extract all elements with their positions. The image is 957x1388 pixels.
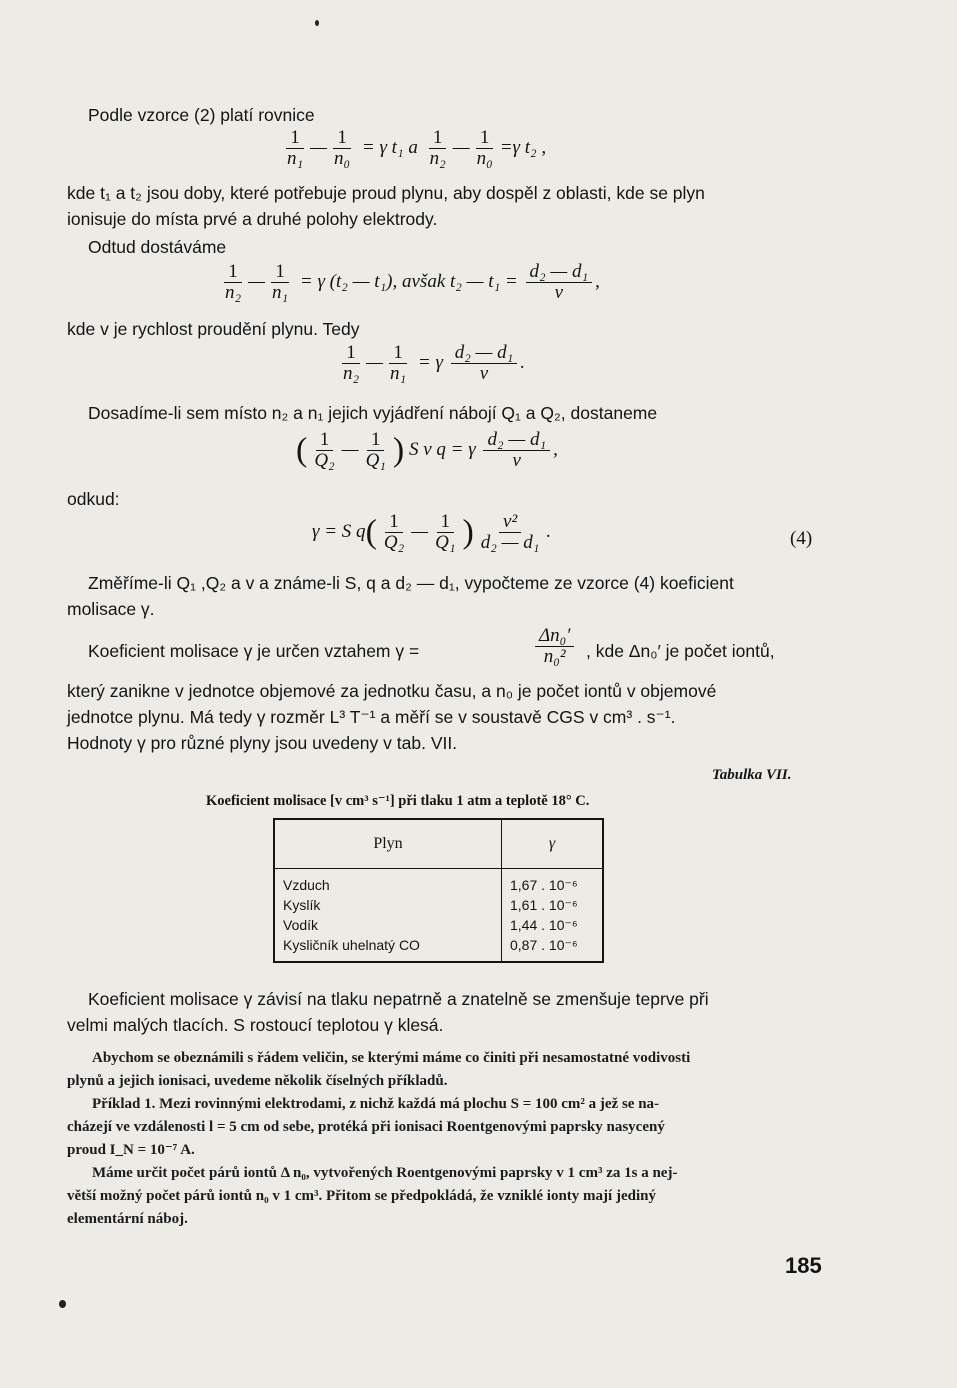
equation-text: =γ t₂ , <box>499 136 547 158</box>
denominator: n₂ <box>343 363 360 384</box>
table-header-gas: Plyn <box>274 819 502 869</box>
denominator: Q₂ <box>314 450 335 471</box>
text-line: Abychom se obeznámili s řádem veličin, se kterými máme co činiti při nesamostatné vodivosti <box>92 1050 691 1066</box>
equation-5: γ = S q( $\frac{1}{\text{Q₂}}$ — $\frac{1}{\text{Q₁}}$ ) $\frac{\text{v²}}{\text{d₂ — d₁}}$ . <box>312 511 552 553</box>
value-cell: 0,87 . 10⁻⁶ <box>510 936 578 953</box>
ink-spot <box>59 1300 66 1308</box>
table-header-gamma: γ <box>502 819 604 869</box>
text-line: který zanikne v jednotce objemové za jednotku času, a n₀ je počet iontů v objemové <box>67 681 717 701</box>
fraction <box>526 262 593 303</box>
fraction <box>380 512 408 553</box>
gas-cell: Kyslík <box>274 895 502 915</box>
text-line: větší možný počet párů iontů n₀ v 1 cm³. Přitom se předpokládá, že vzniklé ionty mají jediný <box>67 1188 656 1204</box>
numerator: 1 <box>385 512 403 533</box>
text-line: Máme určit počet párů iontů Δ n₀, vytvořených Roentgenovými paprsky v 1 cm³ za 1s a nej- <box>92 1165 678 1181</box>
equation-6 <box>532 626 577 667</box>
fraction <box>535 626 574 667</box>
fraction <box>268 262 292 303</box>
equation-1: $\frac{1}{\text{n₁}}$ — $\frac{1}{\text{n₀}}$ = γ t₁ a $\frac{1}{\text{n₂}}$ — $\frac{1}{\text{n₀}}$ =γ t₂ , <box>280 128 546 169</box>
text-line: Dosadíme-li sem místo n₂ a n₁ jejich vyjádření nábojí Q₁ a Q₂, dostaneme <box>88 403 658 423</box>
gas-cell: Vzduch <box>274 869 502 896</box>
table-row <box>274 935 603 962</box>
text-line: proud I_N = 10⁻⁷ A. <box>67 1142 195 1158</box>
denominator: v <box>479 363 489 384</box>
fraction <box>473 128 497 169</box>
text-line: Odtud dostáváme <box>88 237 227 257</box>
numerator: v² <box>499 512 521 533</box>
equation-number: (4) <box>790 528 813 549</box>
table-label: Tabulka VII. <box>712 767 792 783</box>
equation-text: . <box>520 351 526 373</box>
denominator: n₀² <box>543 646 566 667</box>
numerator: d₂ — d₁ <box>526 262 593 283</box>
text-line: Podle vzorce (2) platí rovnice <box>88 105 315 125</box>
gas-cell: Vodík <box>274 915 502 935</box>
equation-text: , <box>595 270 600 292</box>
equation-2: $\frac{1}{\text{n₂}}$ — $\frac{1}{\text{n₁}}$ = γ (t₂ — t₁), avšak t₂ — t₁ = $\frac{\text{d₂ — d₁}}{v}$ , <box>218 262 600 303</box>
gas-cell: Kysličník uhelnatý CO <box>274 935 502 962</box>
denominator: n₂ <box>429 148 446 169</box>
denominator: Q₁ <box>435 532 456 553</box>
table-row <box>274 915 603 935</box>
fraction <box>221 262 245 303</box>
denominator: n₀ <box>334 148 351 169</box>
text-line: Koeficient molisace γ je určen vztahem γ = <box>88 641 420 661</box>
denominator: n₁ <box>390 363 407 384</box>
text-line: velmi malých tlacích. S rostoucí teplotou γ klesá. <box>67 1015 444 1035</box>
equation-text: , <box>553 438 558 460</box>
text-line: kde t₁ a t₂ jsou doby, které potřebuje proud plynu, aby dospěl z oblasti, kde se plyn <box>67 183 705 203</box>
text-line: molisace γ. <box>67 599 155 619</box>
value-cell: 1,67 . 10⁻⁶ <box>510 876 578 893</box>
numerator: 1 <box>389 343 407 364</box>
numerator: d₂ — d₁ <box>483 430 550 451</box>
text-line: Hodnoty γ pro různé plyny jsou uvedeny v tab. VII. <box>67 733 458 753</box>
denominator: Q₂ <box>383 532 405 553</box>
fraction <box>483 430 550 471</box>
fraction <box>386 343 410 384</box>
fraction <box>477 512 544 553</box>
equation-text: . <box>546 520 552 542</box>
equation-text: S v q = γ <box>408 438 476 460</box>
value-cell: 1,44 . 10⁻⁶ <box>510 916 578 933</box>
fraction <box>426 128 450 169</box>
equation-text: = γ <box>417 351 443 373</box>
equation-text: γ = S q <box>312 520 366 542</box>
table-vii <box>273 818 604 963</box>
numerator: 1 <box>286 128 304 149</box>
text-line: kde v je rychlost proudění plynu. Tedy <box>67 319 360 339</box>
denominator: n₁ <box>287 148 304 169</box>
numerator: 1 <box>224 262 242 283</box>
numerator: 1 <box>367 430 385 451</box>
text-line: Koeficient molisace γ závisí na tlaku nepatrně a znatelně se zmenšuje teprve při <box>88 989 709 1009</box>
text-line: jednotce plynu. Má tedy γ rozměr L³ T⁻¹ a měří se v soustavě CGS v cm³ . s⁻¹. <box>67 707 676 727</box>
text-line: plynů a jejich ionisaci, uvedeme několik číselných příkladů. <box>67 1073 448 1089</box>
page-number: 185 <box>785 1253 822 1278</box>
text-line: , kde Δn₀′ je počet iontů, <box>586 641 775 661</box>
fraction <box>362 430 390 471</box>
text-line: odkud: <box>67 489 120 509</box>
equation-text: = γ (t₂ — t₁), avšak t₂ — t₁ = <box>299 270 518 292</box>
value-cell: 1,61 . 10⁻⁶ <box>510 896 578 913</box>
numerator: 1 <box>316 430 334 451</box>
numerator: 1 <box>271 262 289 283</box>
numerator: 1 <box>476 128 494 149</box>
equation-4: ( $\frac{1}{\text{Q₂}}$ — $\frac{1}{\text{Q₁}}$ ) S v q = γ $\frac{\text{d₂ — d₁}}{v}$ , <box>296 429 558 471</box>
denominator: d₂ — d₁ <box>480 532 540 553</box>
text-line: Změříme-li Q₁ ,Q₂ a v a známe-li S, q a d₂ — d₁, vypočteme ze vzorce (4) koeficient <box>88 573 734 593</box>
numerator: 1 <box>342 343 360 364</box>
table-caption: Koeficient molisace [v cm³ s⁻¹] při tlaku 1 atm a teplotě 18° C. <box>206 793 590 809</box>
denominator: n₂ <box>225 282 242 303</box>
denominator: n₀ <box>476 148 493 169</box>
denominator: Q₁ <box>365 450 386 471</box>
fraction <box>330 128 354 169</box>
ink-spot <box>315 20 319 26</box>
fraction <box>451 343 518 384</box>
numerator: Δn₀′ <box>535 626 574 647</box>
equation-3: $\frac{1}{\text{n₂}}$ — $\frac{1}{\text{n₁}}$ = γ $\frac{\text{d₂ — d₁}}{v}$ . <box>336 343 525 384</box>
table-row <box>274 869 603 896</box>
denominator: n₁ <box>272 282 289 303</box>
fraction <box>339 343 363 384</box>
numerator: 1 <box>333 128 351 149</box>
denominator: v <box>554 282 564 303</box>
text-line: cházejí ve vzdálenosti l = 5 cm od sebe, protéká při ionisaci Roentgenovými paprsky nasycený <box>67 1119 665 1135</box>
text-line: ionisuje do místa prvé a druhé polohy elektrody. <box>67 209 438 229</box>
fraction <box>431 512 459 553</box>
text-line: elementární náboj. <box>67 1211 188 1227</box>
numerator: d₂ — d₁ <box>451 343 518 364</box>
fraction <box>310 430 338 471</box>
text-line: Příklad 1. Mezi rovinnými elektrodami, z nichž každá má plochu S = 100 cm² a jež se na- <box>92 1096 660 1112</box>
equation-text: = γ t₁ a <box>361 136 418 158</box>
numerator: 1 <box>429 128 447 149</box>
table-row <box>274 895 603 915</box>
denominator: v <box>512 450 521 471</box>
numerator: 1 <box>437 512 455 533</box>
fraction <box>283 128 307 169</box>
